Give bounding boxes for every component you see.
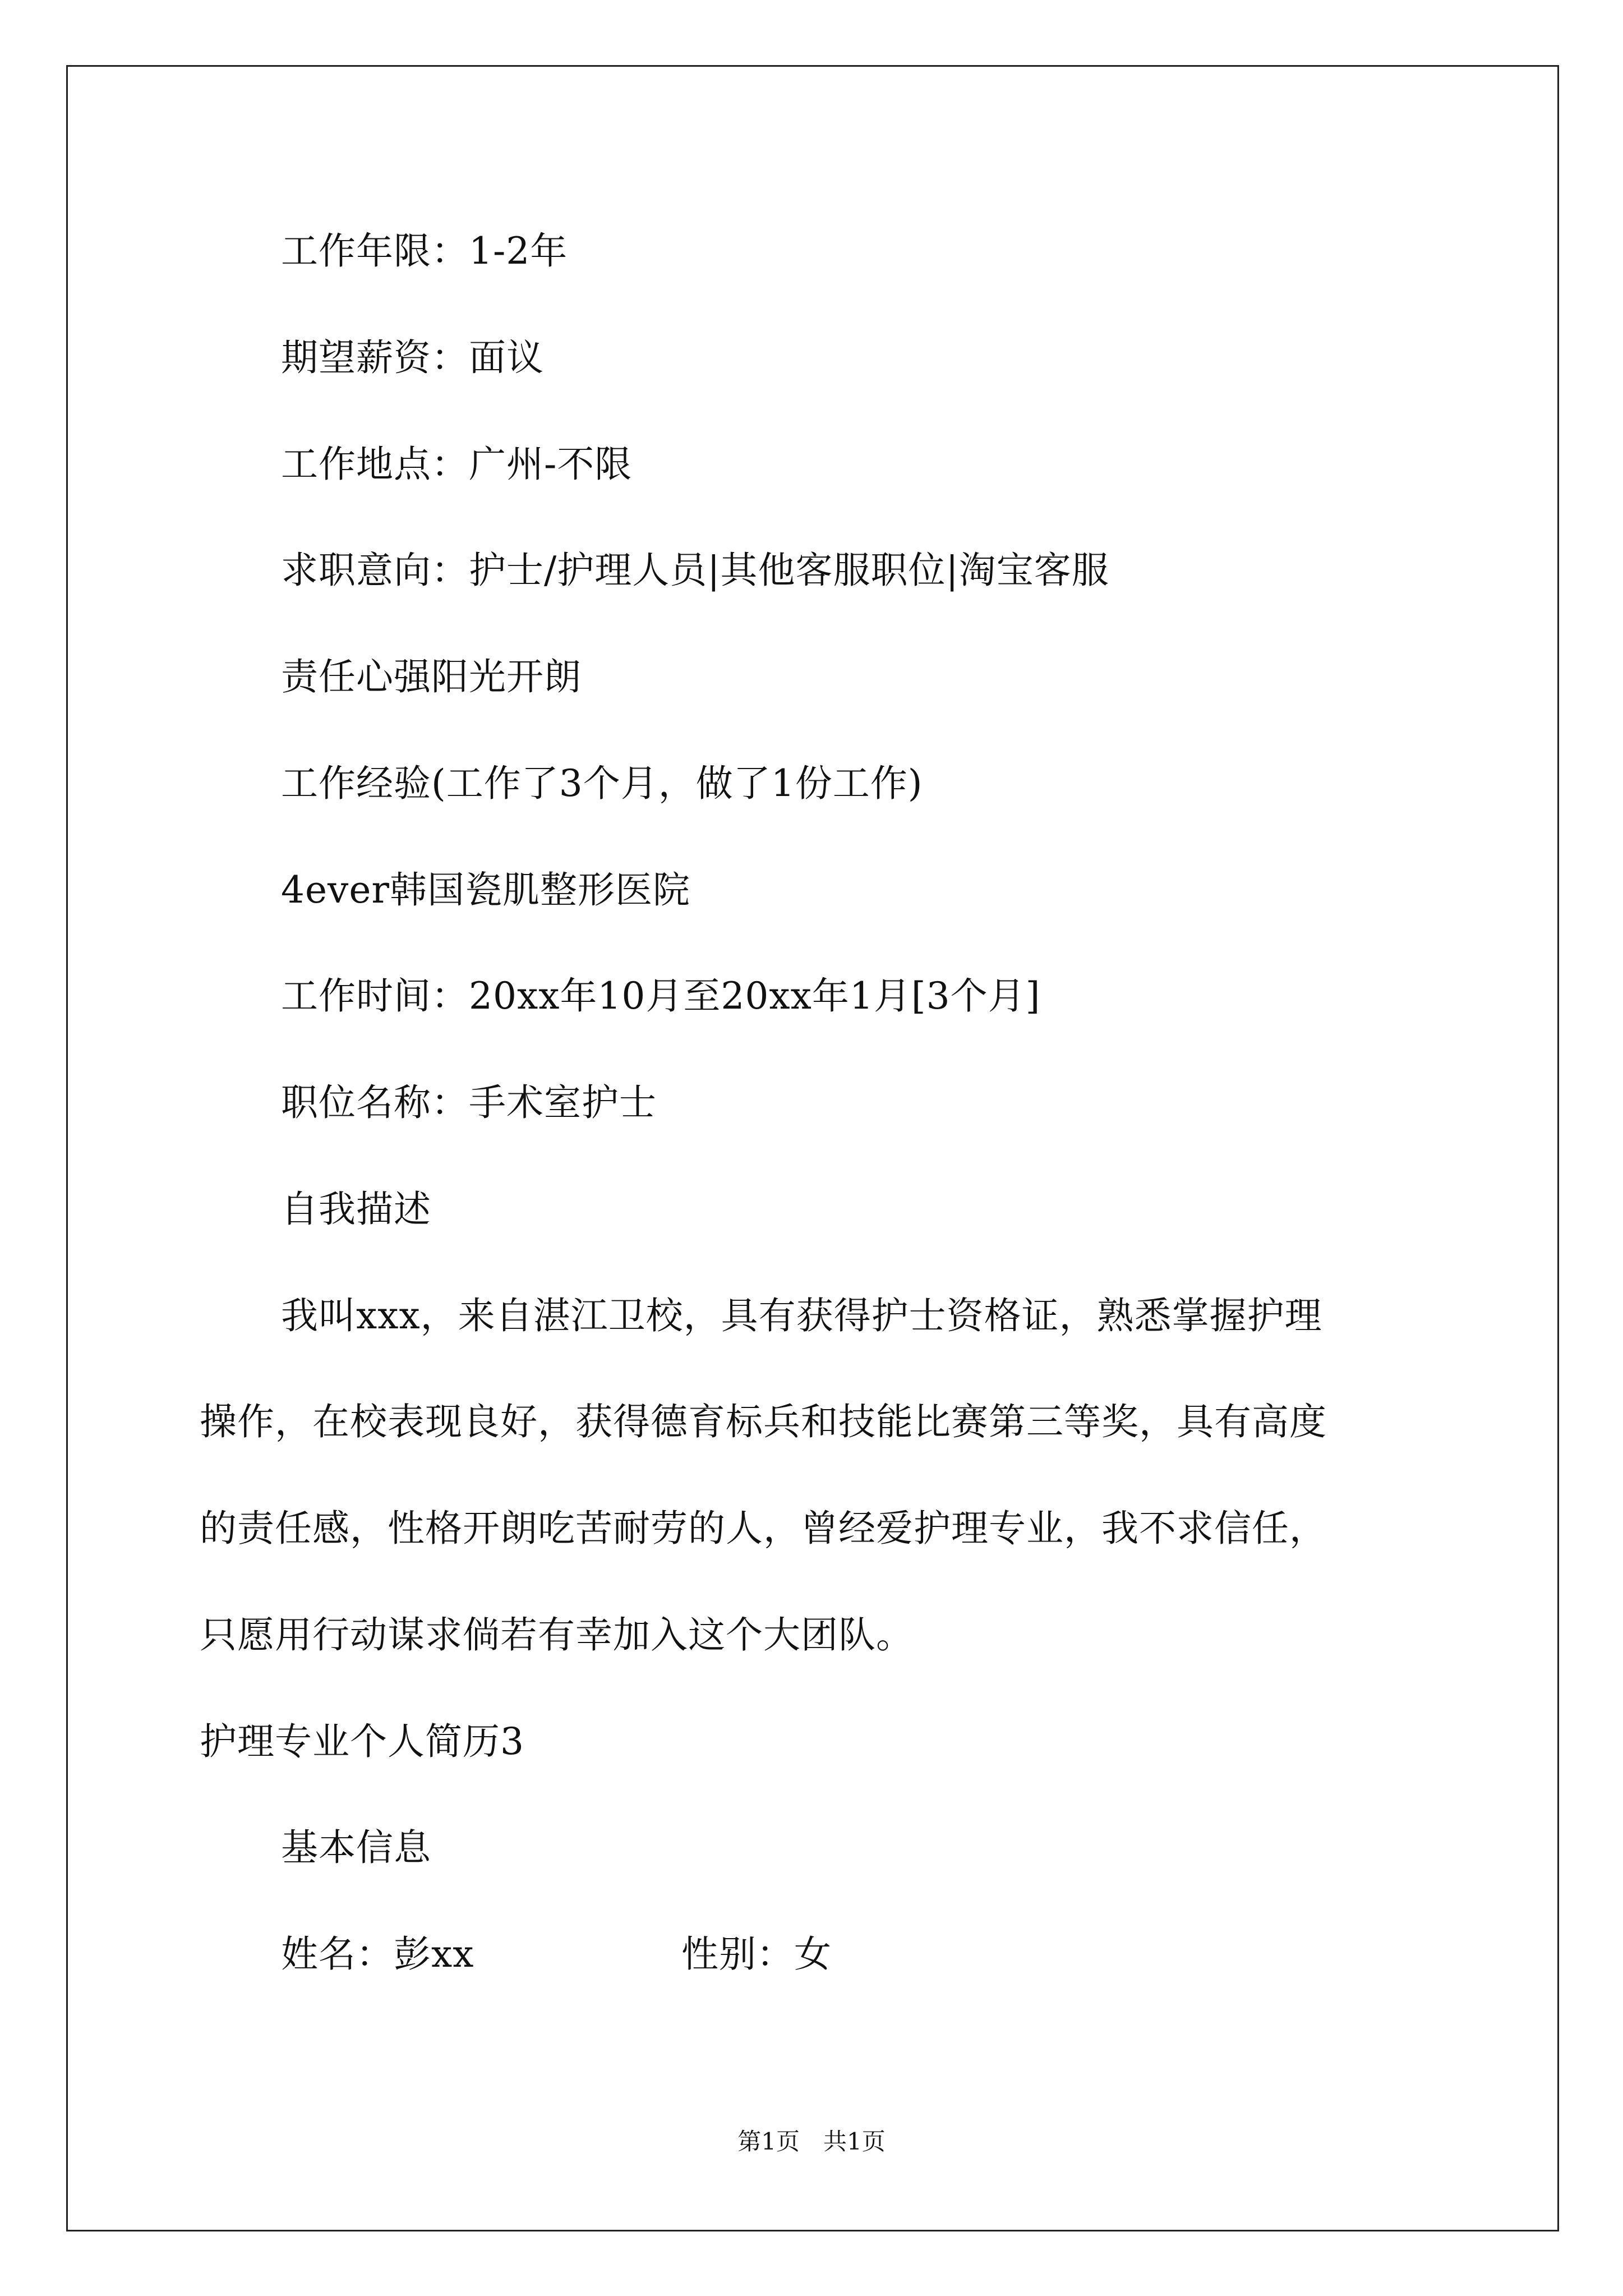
paragraph-line-3: 的责任感，性格开朗吃苦耐劳的人，曾经爱护理专业，我不求信任， — [200, 1507, 1327, 1550]
work-location-line: 工作地点：广州-不限 — [281, 443, 633, 486]
page-footer: 第1页 共1页 — [737, 2128, 886, 2155]
position-title-line: 职位名称：手术室护士 — [281, 1081, 657, 1124]
paragraph-line-2: 操作，在校表现良好，获得德育标兵和技能比赛第三等奖，具有高度 — [200, 1400, 1327, 1443]
section-title: 护理专业个人简历3 — [200, 1720, 524, 1763]
gender-field: 性别：女 — [681, 1932, 832, 1976]
paragraph-line-4: 只愿用行动谋求倘若有幸加入这个大团队。 — [200, 1613, 914, 1657]
expected-salary-line: 期望薪资：面议 — [281, 336, 544, 379]
paragraph-line-1: 我叫xxx，来自湛江卫校，具有获得护士资格证，熟悉掌握护理 — [281, 1294, 1322, 1337]
job-intention-line: 求职意向：护士/护理人员|其他客服职位|淘宝客服 — [281, 549, 1109, 592]
employer-line: 4ever韩国瓷肌整形医院 — [281, 868, 690, 912]
work-experience-line: 工作经验(工作了3个月，做了1份工作) — [281, 762, 923, 805]
personality-line: 责任心强阳光开朗 — [281, 655, 582, 698]
page-border — [66, 65, 1559, 2231]
basic-info-heading: 基本信息 — [281, 1826, 431, 1869]
work-period-line: 工作时间：20xx年10月至20xx年1月[3个月] — [281, 974, 1041, 1018]
name-field: 姓名：彭xx — [281, 1932, 474, 1976]
work-years-line: 工作年限：1-2年 — [281, 229, 568, 273]
self-description-heading: 自我描述 — [281, 1188, 431, 1231]
